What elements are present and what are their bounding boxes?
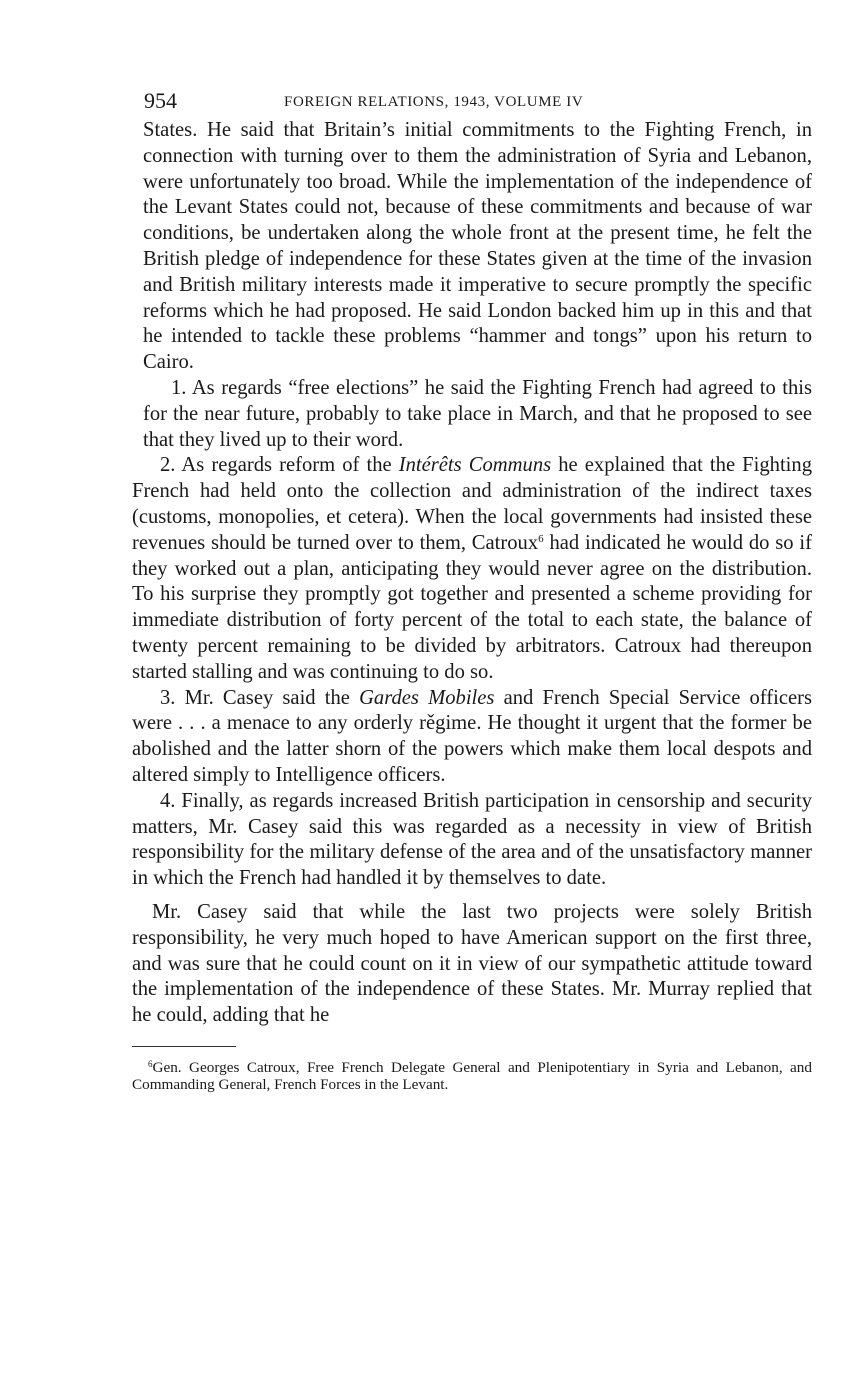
footnote bbox=[132, 1059, 812, 1093]
paragraph-item-2-text-a: 2. As regards reform of the bbox=[160, 454, 399, 477]
paragraph-item-3 bbox=[132, 686, 812, 789]
paragraph-item-3-text-a: 3. Mr. Casey said the bbox=[160, 686, 360, 709]
footnote-reference[interactable]: 6 bbox=[538, 532, 544, 545]
running-title: FOREIGN RELATIONS, 1943, VOLUME IV bbox=[284, 94, 584, 110]
paragraph-continuation: States. He said that Britain’s initial commitments to the Fighting French, in connection with turning over to them the administration of Syria and Lebanon, were unfortunately too broad. While the implementation of the independence of the Levant States could not, because of these commitments and because of war conditions, be undertaken along the whole front at the present time, he felt the British pledge of independence for these States given at the time of the invasion and British military interests made it imperative to secure promptly the specific reforms which he had proposed. He said London backed him up in this and that he intended to tackle these problems “hammer and tongs” upon his return to Cairo. bbox=[143, 119, 812, 374]
paragraph-item-3-text-b: and French Special Service officers were . . . a menace to any orderly rěgime. He thought it urgent that the former be abolished and the latter shorn of the powers which make them local despots and altered simply to Intelligence officers. bbox=[132, 686, 813, 786]
footnote-text: Gen. Georges Catroux, Free French Delegate General and Plenipotentiary in Syria and Lebanon, and Commanding General, French Forces in the Levant. bbox=[132, 1058, 812, 1093]
page-number: 954 bbox=[144, 88, 177, 113]
paragraph-item-2-italic: Intérêts Communs bbox=[398, 454, 552, 477]
paragraph-item-2 bbox=[132, 453, 812, 685]
paragraph-closing: Mr. Casey said that while the last two projects were solely British responsibility, he very much hoped to have American support on the first three, and was sure that he could count on it in view of our sympathetic attitude toward the implementation of the independence of these States. Mr. Murray replied that he could, adding that he bbox=[132, 900, 812, 1027]
paragraph-item-2-text-b: he explained that the Fighting French had held onto the collection and administration of the indirect taxes (customs, monopolies, et cetera). When the local governments had insisted these revenues should be turned over to them, Catroux bbox=[132, 454, 812, 554]
document-page bbox=[132, 86, 812, 1108]
footnote-divider bbox=[132, 1046, 236, 1047]
body-text bbox=[132, 118, 812, 1029]
paragraph-item-4: 4. Finally, as regards increased British participation in censorship and security matters, Mr. Casey said this was regarded as a necessity in view of British responsibility for the military defense of the area and of the unsatisfactory manner in which the French had handled it by themselves to date. bbox=[132, 789, 812, 890]
running-head bbox=[132, 86, 812, 116]
footnote-marker: 6 bbox=[148, 1058, 153, 1069]
paragraph-item-1: 1. As regards “free elections” he said the Fighting French had agreed to this for the near future, probably to take place in March, and that he proposed to see that they lived up to their word. bbox=[143, 376, 812, 451]
paragraph-item-2-text-c: had indicated he would do so if they worked out a plan, anticipating they would never agree on the distribution. To his surprise they promptly got together and presented a scheme providing for immediate distribution of forty percent of the total to each state, the balance of twenty percent remaining to be divided by arbitrators. Catroux had thereupon started stalling and was continuing to do so. bbox=[132, 531, 812, 683]
paragraph-item-3-italic: Gardes Mobiles bbox=[359, 686, 495, 709]
